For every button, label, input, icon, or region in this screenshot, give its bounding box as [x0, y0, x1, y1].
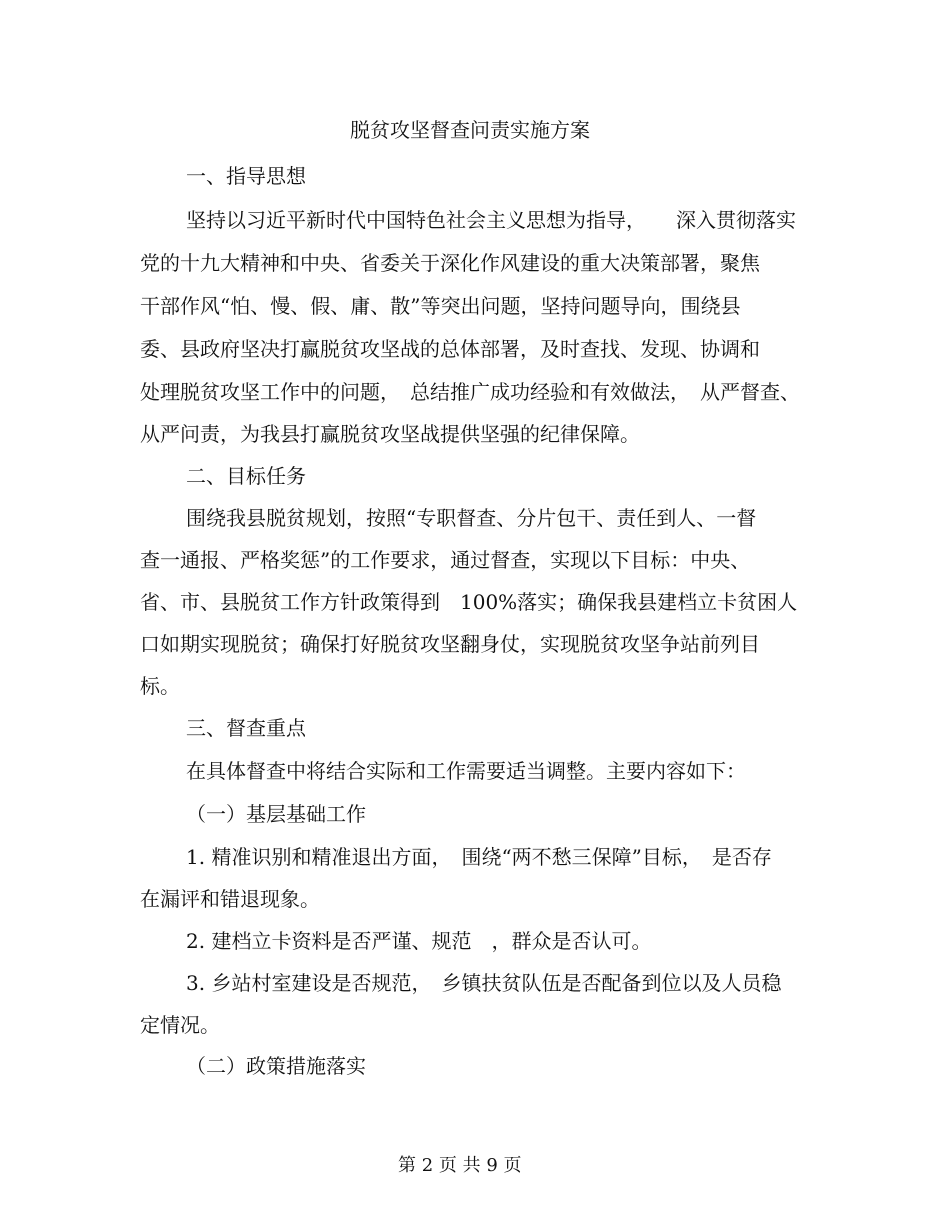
paragraph-line: 干部作风“怕、慢、假、庸、散”等突出问题，坚持问题导向，围绕县	[140, 294, 741, 318]
document-title: 脱贫攻坚督查问责实施方案	[350, 118, 590, 142]
page-number-footer: 第 2 页 共 9 页	[398, 1155, 522, 1176]
subsection-heading-grassroots-work: （一）基层基础工作	[186, 802, 366, 826]
paragraph-line: 在漏评和错退现象。	[140, 887, 320, 911]
paragraph-line: 标。	[140, 674, 180, 698]
paragraph-line: 口如期实现脱贫；确保打好脱贫攻坚翻身仗，实现脱贫攻坚争站前列目	[140, 632, 760, 656]
paragraph-line: 处理脱贫攻坚工作中的问题， 总结推广成功经验和有效做法， 从严督查、	[140, 380, 800, 404]
paragraph-line: 定情况。	[140, 1013, 220, 1037]
paragraph-line: 委、县政府坚决打赢脱贫攻坚战的总体部署，及时查找、发现、协调和	[140, 337, 760, 361]
list-item: 1. 精准识别和精准退出方面， 围绕“两不愁三保障”目标， 是否存	[186, 845, 772, 869]
subsection-heading-policy-implementation: （二）政策措施落实	[186, 1054, 366, 1078]
paragraph-line: 坚持以习近平新时代中国特色社会主义思想为指导， 深入贯彻落实	[186, 208, 796, 232]
paragraph-line: 查一通报、严格奖惩”的工作要求，通过督查，实现以下目标：中央、	[140, 548, 751, 572]
list-item: 3. 乡站村室建设是否规范， 乡镇扶贫队伍是否配备到位以及人员稳	[186, 971, 782, 995]
paragraph-line: 围绕我县脱贫规划，按照“专职督查、分片包干、责任到人、一督	[186, 506, 757, 530]
section-heading-inspection-focus: 三、督查重点	[186, 716, 306, 740]
list-item: 2. 建档立卡资料是否严谨、规范 ，群众是否认可。	[186, 929, 652, 953]
paragraph-line: 从严问责，为我县打赢脱贫攻坚战提供坚强的纪律保障。	[140, 422, 640, 446]
paragraph-line: 党的十九大精神和中央、省委关于深化作风建设的重大决策部署，聚焦	[140, 251, 760, 275]
paragraph-line: 在具体督查中将结合实际和工作需要适当调整。主要内容如下：	[186, 759, 746, 783]
section-heading-goals: 二、目标任务	[186, 464, 306, 488]
section-heading-guiding-thought: 一、指导思想	[186, 164, 306, 188]
paragraph-line: 省、市、县脱贫工作方针政策得到 100%落实；确保我县建档立卡贫困人	[140, 590, 798, 614]
